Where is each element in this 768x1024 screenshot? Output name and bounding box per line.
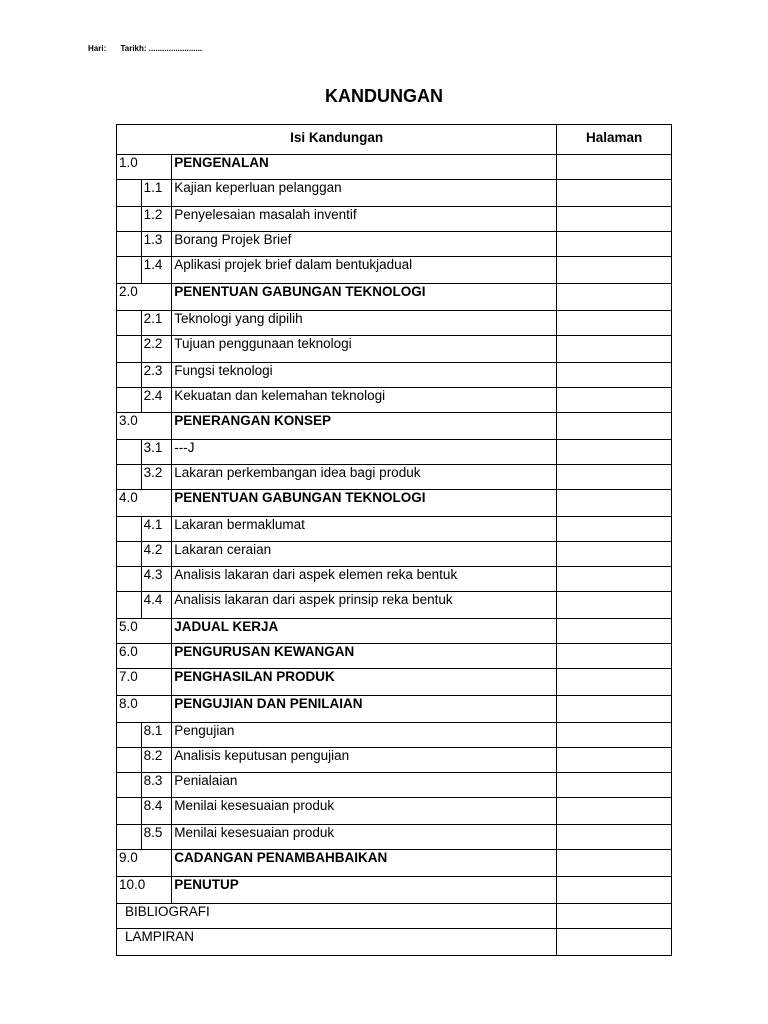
contents-table [116, 124, 672, 956]
indent-cell [117, 465, 142, 490]
appendix-row [117, 904, 672, 929]
page-number-cell [557, 388, 672, 413]
section-row [117, 284, 672, 311]
subsection-number: 2.2 [141, 336, 172, 363]
section-number: 8.0 [117, 696, 172, 723]
section-number: 10.0 [117, 877, 172, 904]
subsection-title: Aplikasi projek brief dalam bentukjadual [172, 257, 557, 284]
subsection-number: 1.2 [141, 207, 172, 232]
page-number-cell [557, 567, 672, 592]
page-number-cell [557, 929, 672, 956]
subsection-number: 1.4 [141, 257, 172, 284]
subsection-title: Analisis lakaran dari aspek prinsip reka bentuk [172, 592, 557, 619]
subsection-row [117, 517, 672, 542]
section-title: PENGHASILAN PRODUK [172, 669, 557, 696]
subsection-title: Penialaian [172, 773, 557, 798]
page-number-cell [557, 773, 672, 798]
section-row [117, 877, 672, 904]
indent-cell [117, 311, 142, 336]
section-title: PENENTUAN GABUNGAN TEKNOLOGI [172, 490, 557, 517]
page-number-cell [557, 284, 672, 311]
page-number-cell [557, 619, 672, 644]
subsection-row [117, 363, 672, 388]
subsection-row [117, 567, 672, 592]
column-header-page: Halaman [557, 125, 672, 155]
section-number: 5.0 [117, 619, 172, 644]
indent-cell [117, 207, 142, 232]
subsection-row [117, 592, 672, 619]
subsection-number: 2.3 [141, 363, 172, 388]
subsection-row [117, 773, 672, 798]
hari-label: Hari: [88, 44, 107, 53]
page-number-cell [557, 825, 672, 850]
subsection-number: 8.2 [141, 748, 172, 773]
subsection-number: 3.1 [141, 440, 172, 465]
section-number: 1.0 [117, 155, 172, 180]
indent-cell [117, 723, 142, 748]
page-number-cell [557, 232, 672, 257]
subsection-number: 2.4 [141, 388, 172, 413]
page-number-cell [557, 644, 672, 669]
indent-cell [117, 388, 142, 413]
indent-cell [117, 592, 142, 619]
subsection-title: Analisis keputusan pengujian [172, 748, 557, 773]
page-number-cell [557, 207, 672, 232]
section-row [117, 413, 672, 440]
subsection-number: 8.4 [141, 798, 172, 825]
appendix-row [117, 929, 672, 956]
section-row [117, 644, 672, 669]
indent-cell [117, 440, 142, 465]
subsection-row [117, 388, 672, 413]
indent-cell [117, 517, 142, 542]
page-number-cell [557, 180, 672, 207]
indent-cell [117, 232, 142, 257]
section-title: PENGURUSAN KEWANGAN [172, 644, 557, 669]
subsection-number: 8.5 [141, 825, 172, 850]
page-number-cell [557, 850, 672, 877]
subsection-row [117, 825, 672, 850]
page-number-cell [557, 257, 672, 284]
subsection-number: 4.2 [141, 542, 172, 567]
indent-cell [117, 825, 142, 850]
tarikh-label: Tarikh: ........................ [120, 44, 203, 53]
appendix-title: BIBLIOGRAFI [117, 904, 557, 929]
section-number: 6.0 [117, 644, 172, 669]
indent-cell [117, 180, 142, 207]
section-title: PENGUJIAN DAN PENILAIAN [172, 696, 557, 723]
page-number-cell [557, 517, 672, 542]
indent-cell [117, 773, 142, 798]
page-number-cell [557, 440, 672, 465]
subsection-title: Teknologi yang dipilih [172, 311, 557, 336]
subsection-title: Analisis lakaran dari aspek elemen reka bentuk [172, 567, 557, 592]
section-number: 2.0 [117, 284, 172, 311]
page-number-cell [557, 748, 672, 773]
page-number-cell [557, 877, 672, 904]
section-row [117, 490, 672, 517]
subsection-row [117, 542, 672, 567]
subsection-number: 8.1 [141, 723, 172, 748]
subsection-number: 8.3 [141, 773, 172, 798]
indent-cell [117, 798, 142, 825]
section-number: 4.0 [117, 490, 172, 517]
section-number: 7.0 [117, 669, 172, 696]
subsection-row [117, 180, 672, 207]
section-title: CADANGAN PENAMBAHBAIKAN [172, 850, 557, 877]
subsection-title: Kajian keperluan pelanggan [172, 180, 557, 207]
page-number-cell [557, 798, 672, 825]
page-number-cell [557, 336, 672, 363]
page-number-cell [557, 363, 672, 388]
indent-cell [117, 542, 142, 567]
subsection-title: Kekuatan dan kelemahan teknologi [172, 388, 557, 413]
section-title: PENERANGAN KONSEP [172, 413, 557, 440]
page-number-cell [557, 413, 672, 440]
subsection-row [117, 207, 672, 232]
subsection-number: 1.1 [141, 180, 172, 207]
subsection-title: Lakaran ceraian [172, 542, 557, 567]
header-line [88, 44, 214, 53]
section-row [117, 155, 672, 180]
indent-cell [117, 748, 142, 773]
subsection-row [117, 465, 672, 490]
indent-cell [117, 567, 142, 592]
page-number-cell [557, 542, 672, 567]
table-header-row [117, 125, 672, 155]
subsection-title: Borang Projek Brief [172, 232, 557, 257]
subsection-title: Lakaran perkembangan idea bagi produk [172, 465, 557, 490]
subsection-row [117, 257, 672, 284]
section-row [117, 850, 672, 877]
section-title: JADUAL KERJA [172, 619, 557, 644]
indent-cell [117, 257, 142, 284]
page-number-cell [557, 592, 672, 619]
subsection-number: 3.2 [141, 465, 172, 490]
column-header-content: Isi Kandungan [117, 125, 557, 155]
subsection-number: 4.4 [141, 592, 172, 619]
section-number: 9.0 [117, 850, 172, 877]
section-title: PENUTUP [172, 877, 557, 904]
section-number: 3.0 [117, 413, 172, 440]
subsection-row [117, 723, 672, 748]
page-number-cell [557, 311, 672, 336]
subsection-number: 1.3 [141, 232, 172, 257]
indent-cell [117, 336, 142, 363]
subsection-title: Pengujian [172, 723, 557, 748]
subsection-number: 4.3 [141, 567, 172, 592]
subsection-row [117, 311, 672, 336]
subsection-title: Lakaran bermaklumat [172, 517, 557, 542]
section-row [117, 669, 672, 696]
page-number-cell [557, 904, 672, 929]
subsection-row [117, 748, 672, 773]
indent-cell [117, 363, 142, 388]
subsection-title: Penyelesaian masalah inventif [172, 207, 557, 232]
subsection-title: Fungsi teknologi [172, 363, 557, 388]
page-number-cell [557, 669, 672, 696]
page-number-cell [557, 155, 672, 180]
page-number-cell [557, 490, 672, 517]
subsection-title: Menilai kesesuaian produk [172, 825, 557, 850]
appendix-title: LAMPIRAN [117, 929, 557, 956]
page-title: KANDUNGAN [325, 86, 443, 106]
section-row [117, 696, 672, 723]
page-number-cell [557, 696, 672, 723]
subsection-number: 4.1 [141, 517, 172, 542]
subsection-row [117, 232, 672, 257]
subsection-row [117, 336, 672, 363]
section-row [117, 619, 672, 644]
subsection-title: Tujuan penggunaan teknologi [172, 336, 557, 363]
subsection-row [117, 798, 672, 825]
section-title: PENENTUAN GABUNGAN TEKNOLOGI [172, 284, 557, 311]
page-number-cell [557, 465, 672, 490]
subsection-title: Menilai kesesuaian produk [172, 798, 557, 825]
subsection-row [117, 440, 672, 465]
subsection-title: ---J [172, 440, 557, 465]
page-number-cell [557, 723, 672, 748]
subsection-number: 2.1 [141, 311, 172, 336]
section-title: PENGENALAN [172, 155, 557, 180]
